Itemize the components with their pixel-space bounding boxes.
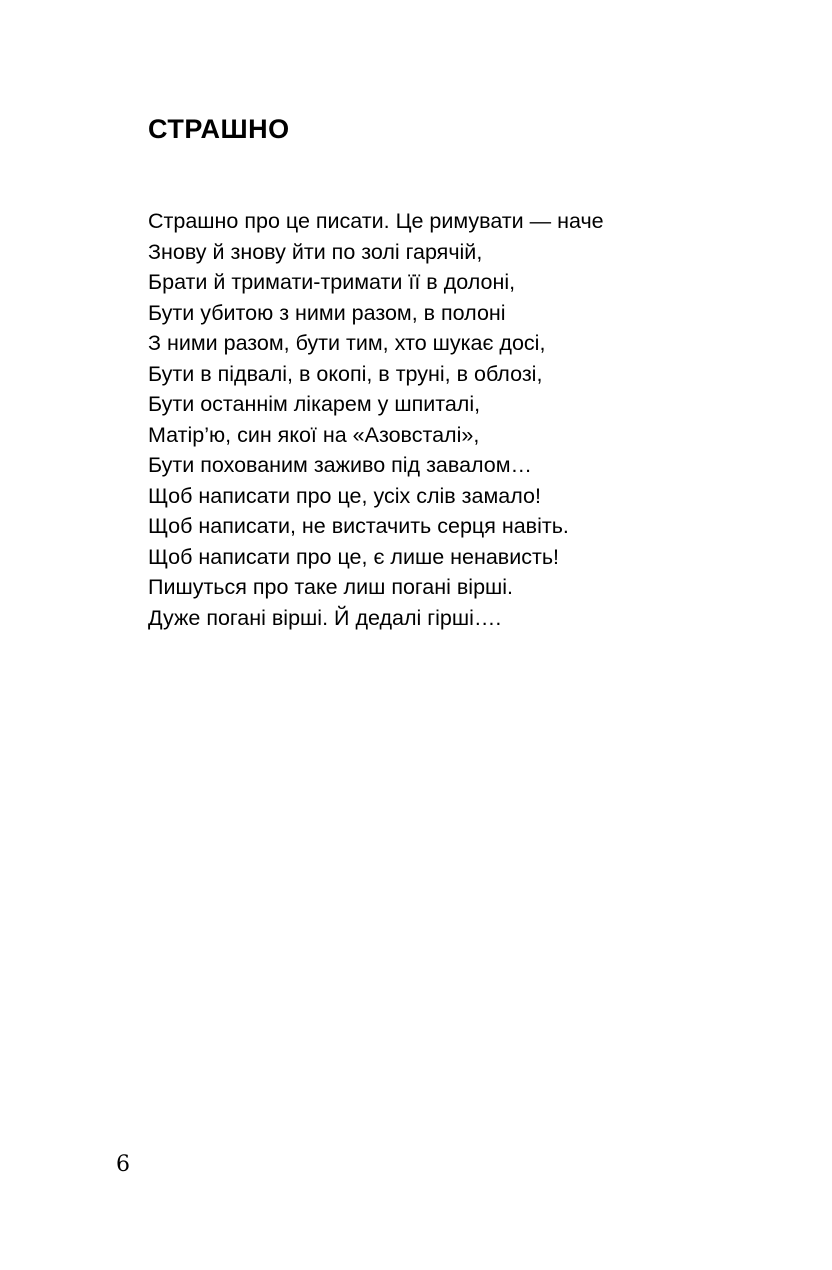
poem-line: Щоб написати, не вистачить серця навіть. (148, 514, 569, 538)
poem-line: Бути останнім лікарем у шпиталі, (148, 392, 481, 416)
poem-line: Матір’ю, син якої на «Азовсталі», (148, 422, 480, 447)
page-number: 6 (116, 1152, 130, 1177)
poem-line: Знову й знову йти по золі гарячій, (148, 239, 483, 264)
poem-line: Брати й тримати-тримати її в долоні, (148, 270, 516, 294)
poem-line: З ними разом, бути тим, хто шукає досі, (148, 331, 546, 355)
poem-title: СТРАШНО (148, 114, 290, 144)
poem-line: Страшно про це писати. Це римувати — наче (148, 209, 604, 233)
poem-line: Бути убитою з ними разом, в полоні (148, 300, 506, 325)
poem-body (148, 206, 708, 633)
poem-line: Пишуться про таке лиш погані вірші. (148, 575, 514, 599)
poem-line: Бути в підвалі, в окопі, в труні, в облозі, (148, 361, 543, 386)
poem-line: Щоб написати про це, усіх слів замало! (148, 483, 541, 508)
poem-line: Бути похованим заживо під завалом… (148, 453, 533, 477)
poem-line: Щоб написати про це, є лише ненависть! (148, 544, 559, 569)
poem-line: Дуже погані вірші. Й дедалі гірші…. (148, 605, 502, 630)
